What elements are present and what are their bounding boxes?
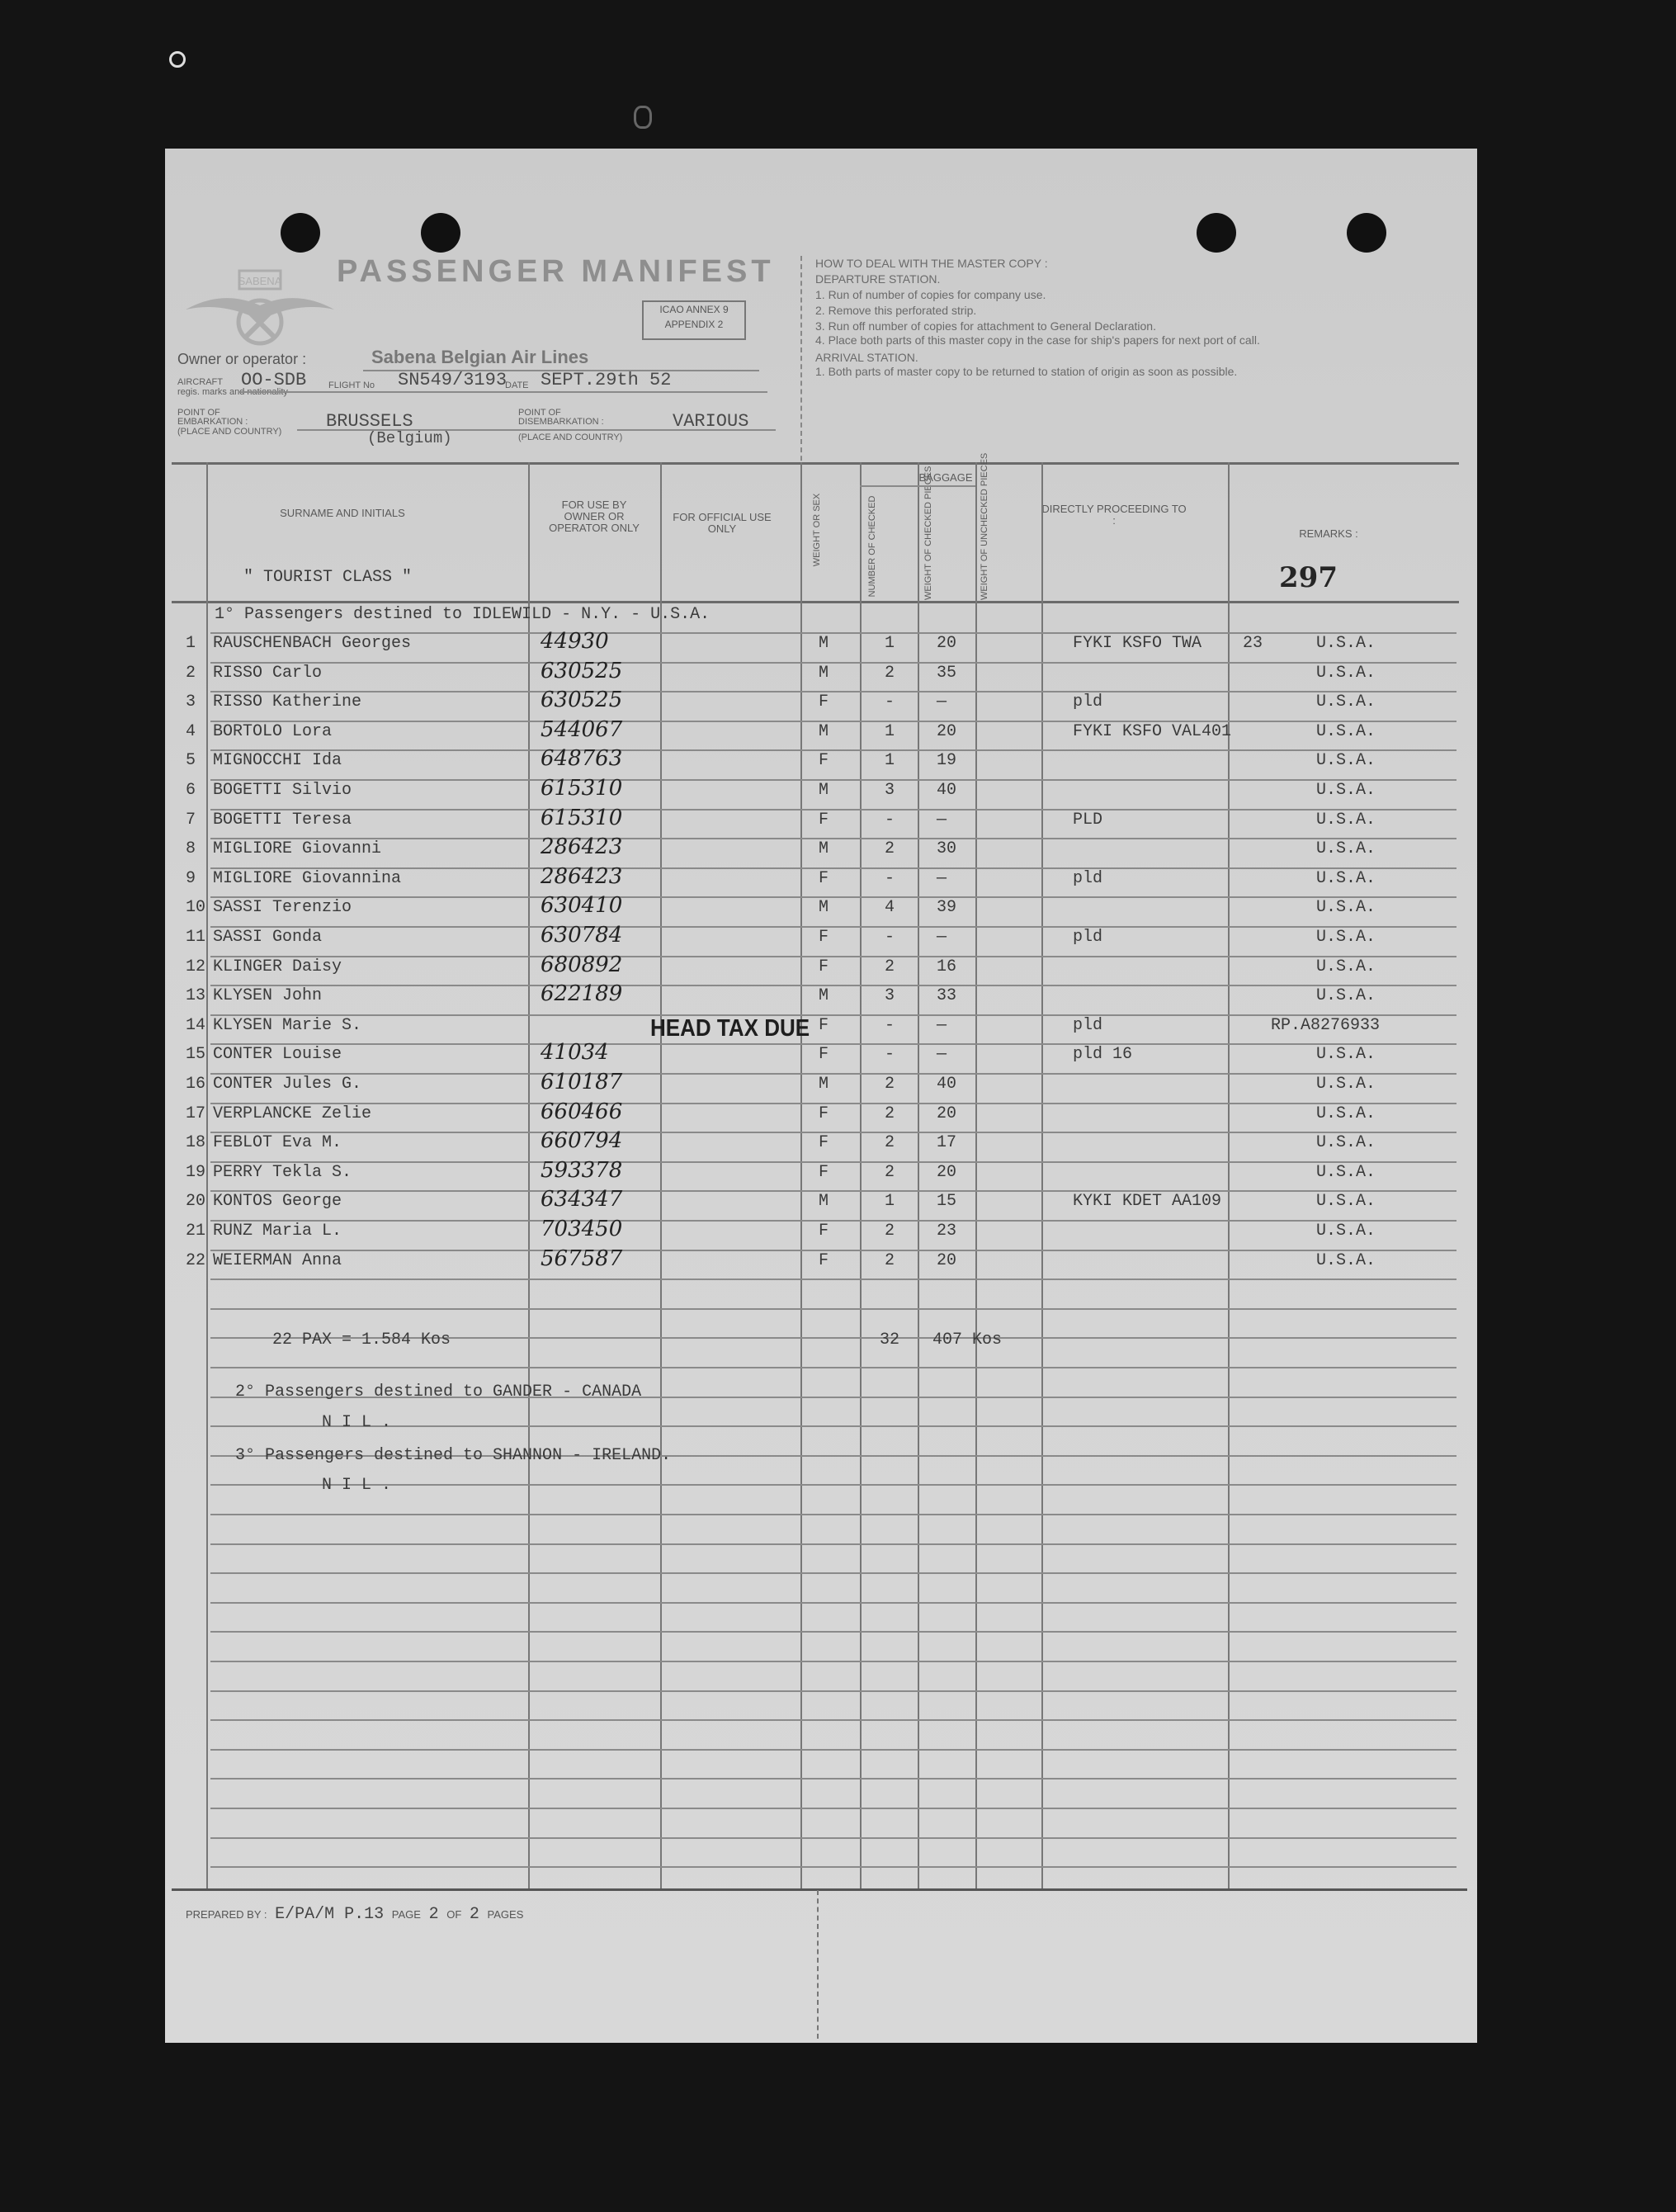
instruction-step: 1. Run of number of copies for company use. <box>815 288 1046 301</box>
destination: pld <box>1073 869 1103 888</box>
row-rule <box>210 1514 1456 1515</box>
row-number: 15 <box>186 1045 206 1064</box>
section-2-heading: 2° Passengers destined to GANDER - CANADA <box>235 1382 642 1401</box>
column-header-wt-checked: WEIGHT OF CHECKED PIECES <box>923 466 933 600</box>
punch-hole <box>421 213 460 253</box>
passenger-name: WEIERMAN Anna <box>213 1251 342 1270</box>
baggage-weight: 40 <box>937 1075 957 1094</box>
column-divider <box>1041 462 1043 1888</box>
row-number: 16 <box>186 1075 206 1094</box>
section-3-heading: 3° Passengers destined to SHANNON - IRELAND. <box>235 1446 672 1465</box>
remark: U.S.A. <box>1316 692 1376 711</box>
row-number: 7 <box>186 811 196 830</box>
head-tax-stamp: HEAD TAX DUE <box>650 1014 810 1042</box>
instruction-step: 3. Run off number of copies for attachment to General Declaration. <box>815 319 1156 333</box>
disembark-sub-label: (PLACE AND COUNTRY) <box>518 432 623 442</box>
row-rule <box>210 1190 1456 1192</box>
row-rule <box>210 1220 1456 1222</box>
passenger-name: PERRY Tekla S. <box>213 1163 352 1182</box>
of-label: OF <box>446 1908 462 1921</box>
remark: U.S.A. <box>1316 634 1376 653</box>
row-rule <box>210 691 1456 692</box>
column-header-baggage: BAGGAGE <box>918 471 973 484</box>
passenger-sex: M <box>819 839 829 858</box>
page-label: PAGE <box>391 1908 421 1921</box>
owner-value: Sabena Belgian Air Lines <box>371 347 589 367</box>
remark: U.S.A. <box>1316 928 1376 947</box>
baggage-weight: 19 <box>937 751 957 770</box>
baggage-weight: — <box>937 811 947 830</box>
row-rule <box>210 749 1456 751</box>
baggage-weight: 23 <box>937 1222 957 1241</box>
passenger-sex: F <box>819 1045 829 1064</box>
baggage-weight: 17 <box>937 1133 957 1152</box>
row-number: 2 <box>186 664 196 683</box>
row-rule <box>210 1631 1456 1633</box>
aircraft-underline <box>239 391 767 393</box>
sabena-logo-icon <box>182 264 338 355</box>
totals-weight: 407 Kos <box>932 1331 1003 1349</box>
passenger-name: RISSO Katherine <box>213 692 362 711</box>
passenger-name: KONTOS George <box>213 1192 342 1211</box>
baggage-weight: — <box>937 928 947 947</box>
baggage-pieces: 2 <box>885 957 895 976</box>
passenger-sex: F <box>819 928 829 947</box>
row-number: 18 <box>186 1133 206 1152</box>
remark: U.S.A. <box>1316 664 1376 683</box>
destination: pld <box>1073 1016 1103 1035</box>
passenger-sex: M <box>819 1075 829 1094</box>
passenger-name: RAUSCHENBACH Georges <box>213 634 412 653</box>
passenger-name: KLYSEN John <box>213 986 323 1005</box>
passenger-name: RISSO Carlo <box>213 664 323 683</box>
extra-note: 23 <box>1243 634 1263 653</box>
arrival-station-heading: ARRIVAL STATION. <box>815 351 918 364</box>
ticket-number: 703450 <box>541 1217 623 1241</box>
column-header-directly-proceeding: DIRECTLY PROCEEDING TO : <box>1041 503 1187 527</box>
passenger-name: SASSI Terenzio <box>213 898 352 917</box>
row-rule <box>210 1103 1456 1104</box>
baggage-pieces: 2 <box>885 839 895 858</box>
row-number: 11 <box>186 928 206 947</box>
ticket-number: 648763 <box>541 746 623 771</box>
footer-perforation <box>817 1890 819 2039</box>
ticket-number: 622189 <box>541 981 623 1006</box>
baggage-weight: — <box>937 1045 947 1064</box>
baggage-pieces: - <box>885 811 895 830</box>
passenger-sex: F <box>819 1133 829 1152</box>
row-rule <box>210 1778 1456 1780</box>
baggage-weight: — <box>937 869 947 888</box>
passenger-name: BOGETTI Silvio <box>213 781 352 800</box>
baggage-pieces: 1 <box>885 722 895 741</box>
row-rule <box>210 1749 1456 1751</box>
aircraft-value: OO-SDB <box>241 370 307 390</box>
master-copy-instructions <box>815 256 1459 378</box>
column-header-num-checked: NUMBER OF CHECKED <box>867 495 877 598</box>
remark: U.S.A. <box>1316 1075 1376 1094</box>
ticket-number: 630525 <box>541 688 623 712</box>
row-rule <box>210 1014 1456 1016</box>
destination: pld 16 <box>1073 1045 1133 1064</box>
remark: U.S.A. <box>1316 898 1376 917</box>
baggage-pieces: 3 <box>885 781 895 800</box>
column-header-owner-use: FOR USE BY OWNER OR OPERATOR ONLY <box>549 499 640 534</box>
ticket-number: 660466 <box>541 1099 623 1124</box>
baggage-weight: 20 <box>937 1251 957 1270</box>
baggage-pieces: 2 <box>885 664 895 683</box>
passenger-sex: F <box>819 1104 829 1123</box>
instruction-step: 2. Remove this perforated strip. <box>815 304 977 317</box>
ticket-number: 634347 <box>541 1187 623 1212</box>
row-number: 8 <box>186 839 196 858</box>
totals-pieces: 32 <box>880 1331 900 1349</box>
row-rule <box>210 1161 1456 1163</box>
baggage-weight: — <box>937 1016 947 1035</box>
icao-appendix: APPENDIX 2 <box>664 319 724 330</box>
passenger-name: RUNZ Maria L. <box>213 1222 342 1241</box>
passenger-name: CONTER Jules G. <box>213 1075 362 1094</box>
baggage-pieces: 1 <box>885 1192 895 1211</box>
owner-label: Owner or operator : <box>177 351 307 367</box>
baggage-pieces: 2 <box>885 1075 895 1094</box>
baggage-pieces: - <box>885 1045 895 1064</box>
passenger-name: MIGLIORE Giovanni <box>213 839 382 858</box>
embark-underline <box>297 429 776 431</box>
column-divider <box>206 462 208 1888</box>
passenger-name: CONTER Louise <box>213 1045 342 1064</box>
passenger-sex: M <box>819 898 829 917</box>
table-header-border <box>172 601 1459 603</box>
row-rule <box>210 779 1456 781</box>
row-rule <box>210 1866 1456 1868</box>
row-rule <box>210 956 1456 957</box>
passenger-sex: M <box>819 781 829 800</box>
baggage-pieces: 2 <box>885 1251 895 1270</box>
row-rule <box>210 1132 1456 1133</box>
of-value: 2 <box>469 1905 479 1924</box>
passenger-sex: F <box>819 751 829 770</box>
baggage-weight: 20 <box>937 634 957 653</box>
row-rule <box>210 1602 1456 1604</box>
baggage-pieces: 2 <box>885 1133 895 1152</box>
baggage-weight: 35 <box>937 664 957 683</box>
row-number: 21 <box>186 1222 206 1241</box>
passenger-name: FEBLOT Eva M. <box>213 1133 342 1152</box>
column-divider <box>860 462 862 1888</box>
section-3-nil: N I L . <box>322 1476 392 1495</box>
flight-value: SN549/3193 <box>398 370 508 390</box>
row-rule <box>210 985 1456 986</box>
passenger-name: BORTOLO Lora <box>213 722 333 741</box>
passenger-sex: F <box>819 811 829 830</box>
punch-hole <box>281 213 320 253</box>
passenger-sex: F <box>819 692 829 711</box>
baggage-pieces: 1 <box>885 634 895 653</box>
destination: KYKI KDET AA109 <box>1073 1192 1222 1211</box>
baggage-pieces: - <box>885 692 895 711</box>
passenger-sex: F <box>819 1222 829 1241</box>
date-label: DATE <box>505 380 529 390</box>
column-divider <box>800 462 802 1888</box>
passenger-sex: M <box>819 664 829 683</box>
column-header-weight-sex: WEIGHT OR SEX <box>812 493 822 567</box>
page-value: 2 <box>428 1905 439 1924</box>
disembark-value: VARIOUS <box>673 411 749 432</box>
row-rule <box>210 1837 1456 1839</box>
baggage-weight: 20 <box>937 1104 957 1123</box>
baggage-weight: 40 <box>937 781 957 800</box>
baggage-weight: 16 <box>937 957 957 976</box>
remark: U.S.A. <box>1316 957 1376 976</box>
row-rule <box>210 1484 1456 1486</box>
embark-country: (Belgium) <box>367 429 452 447</box>
embark-sub-label: (PLACE AND COUNTRY) <box>177 427 282 437</box>
passenger-sex: F <box>819 1016 829 1035</box>
ticket-number: 615310 <box>541 806 623 830</box>
embark-value: BRUSSELS <box>326 411 413 432</box>
manifest-sheet <box>165 149 1477 2043</box>
row-rule <box>210 1690 1456 1692</box>
ticket-number: 680892 <box>541 952 623 977</box>
row-rule <box>210 662 1456 664</box>
passenger-sex: F <box>819 869 829 888</box>
row-rule <box>210 1543 1456 1545</box>
ticket-number: 286423 <box>541 834 623 859</box>
remark: U.S.A. <box>1316 781 1376 800</box>
destination: PLD <box>1073 811 1103 830</box>
baggage-weight: 39 <box>937 898 957 917</box>
remark: U.S.A. <box>1316 811 1376 830</box>
row-number: 5 <box>186 751 196 770</box>
baggage-weight: 20 <box>937 1163 957 1182</box>
passenger-name: BOGETTI Teresa <box>213 811 352 830</box>
column-divider <box>528 462 530 1888</box>
column-header-remarks: REMARKS : <box>1299 527 1358 540</box>
row-number: 17 <box>186 1104 206 1123</box>
baggage-pieces: - <box>885 1016 895 1035</box>
destination: pld <box>1073 692 1103 711</box>
baggage-weight: 20 <box>937 722 957 741</box>
destination: FYKI KSFO VAL401 <box>1073 722 1232 741</box>
ticket-number: 615310 <box>541 776 623 801</box>
baggage-pieces: 2 <box>885 1222 895 1241</box>
ticket-number: 630410 <box>541 893 623 918</box>
row-number: 12 <box>186 957 206 976</box>
baggage-header-divider <box>860 485 975 487</box>
column-header-wt-unchecked: WEIGHT OF UNCHECKED PIECES <box>980 452 989 600</box>
remark: U.S.A. <box>1316 839 1376 858</box>
remark: U.S.A. <box>1316 1251 1376 1270</box>
remark: U.S.A. <box>1316 751 1376 770</box>
row-rule <box>210 1661 1456 1662</box>
row-rule <box>210 809 1456 811</box>
row-rule <box>210 1367 1456 1368</box>
baggage-pieces: 1 <box>885 751 895 770</box>
row-number: 3 <box>186 692 196 711</box>
passenger-name: SASSI Gonda <box>213 928 323 947</box>
ticket-number: 567587 <box>541 1246 623 1271</box>
ticket-number: 630525 <box>541 659 623 683</box>
remark: U.S.A. <box>1316 869 1376 888</box>
aircraft-label: AIRCRAFT <box>177 377 223 387</box>
section-2-nil: N I L . <box>322 1413 392 1432</box>
embark-label: POINT OF EMBARKATION : <box>177 408 248 427</box>
remark: U.S.A. <box>1316 1163 1376 1182</box>
passenger-name: KLYSEN Marie S. <box>213 1016 362 1035</box>
row-rule <box>210 1808 1456 1809</box>
ticket-number: 630784 <box>541 923 623 948</box>
ticket-number: 544067 <box>541 717 623 742</box>
baggage-pieces: 2 <box>885 1104 895 1123</box>
punch-hole <box>1347 213 1386 253</box>
passenger-sex: M <box>819 634 829 653</box>
manifest-title: PASSENGER MANIFEST <box>337 254 775 289</box>
table-top-border <box>172 462 1459 465</box>
passenger-sex: M <box>819 986 829 1005</box>
passenger-name: VERPLANCKE Zelie <box>213 1104 372 1123</box>
remarks-number: 297 <box>1279 561 1338 594</box>
baggage-weight: 15 <box>937 1192 957 1211</box>
baggage-pieces: - <box>885 928 895 947</box>
ticket-number: 286423 <box>541 864 623 889</box>
disembark-label: POINT OF DISEMBARKATION : <box>518 408 604 427</box>
row-number: 9 <box>186 869 196 888</box>
row-rule <box>210 1073 1456 1075</box>
remark: U.S.A. <box>1316 1192 1376 1211</box>
remark: U.S.A. <box>1316 1222 1376 1241</box>
film-top-mark <box>634 106 652 129</box>
table-bottom-border <box>172 1888 1467 1891</box>
row-number: 14 <box>186 1016 206 1035</box>
passenger-sex: F <box>819 1251 829 1270</box>
departure-station-heading: DEPARTURE STATION. <box>815 272 941 286</box>
passenger-name: KLINGER Daisy <box>213 957 342 976</box>
prepared-by-label: PREPARED BY : <box>186 1908 267 1921</box>
destination: FYKI KSFO TWA <box>1073 634 1202 653</box>
column-divider <box>918 462 919 1888</box>
row-rule <box>210 1719 1456 1721</box>
row-number: 22 <box>186 1251 206 1270</box>
row-number: 10 <box>186 898 206 917</box>
prepared-by-value: E/PA/M P.13 <box>275 1905 385 1924</box>
totals-pax: 22 PAX = 1.584 Kos <box>272 1331 451 1349</box>
row-rule <box>210 1043 1456 1045</box>
footer <box>186 1905 523 1924</box>
remark: U.S.A. <box>1316 1133 1376 1152</box>
row-rule <box>210 1308 1456 1310</box>
row-number: 13 <box>186 986 206 1005</box>
logo-text: SABENA <box>238 275 282 287</box>
passenger-sex: F <box>819 957 829 976</box>
row-rule <box>210 1425 1456 1427</box>
passenger-sex: M <box>819 1192 829 1211</box>
baggage-pieces: 4 <box>885 898 895 917</box>
row-number: 20 <box>186 1192 206 1211</box>
baggage-weight: 30 <box>937 839 957 858</box>
remark: U.S.A. <box>1316 1104 1376 1123</box>
row-number: 1 <box>186 634 196 653</box>
column-divider <box>1228 462 1230 1888</box>
ticket-number: 610187 <box>541 1070 623 1094</box>
passenger-name: MIGLIORE Giovannina <box>213 869 402 888</box>
ticket-number: 44930 <box>541 629 609 654</box>
row-rule <box>210 838 1456 839</box>
icao-annex: ICAO ANNEX 9 <box>659 304 729 315</box>
instruction-step: 4. Place both parts of this master copy in the case for ship's papers for next port of call. <box>815 333 1260 347</box>
aircraft-sub-label: regis. marks and nationality <box>177 387 288 397</box>
baggage-weight: — <box>937 692 947 711</box>
pages-label: PAGES <box>487 1908 524 1921</box>
column-header-official: FOR OFFICIAL USE ONLY <box>673 511 772 535</box>
passenger-name: MIGNOCCHI Ida <box>213 751 342 770</box>
flight-label: FLIGHT No <box>328 380 375 390</box>
row-number: 4 <box>186 722 196 741</box>
baggage-pieces: 3 <box>885 986 895 1005</box>
row-rule <box>210 896 1456 898</box>
section-1-heading: 1° Passengers destined to IDLEWILD - N.Y. - U.S.A. <box>215 605 711 624</box>
film-corner-dot <box>169 51 186 68</box>
row-rule <box>210 721 1456 722</box>
punch-hole <box>1197 213 1236 253</box>
remark: U.S.A. <box>1316 986 1376 1005</box>
column-divider <box>660 462 662 1888</box>
passenger-sex: M <box>819 722 829 741</box>
date-value: SEPT.29th 52 <box>541 370 672 390</box>
baggage-pieces: - <box>885 869 895 888</box>
baggage-pieces: 2 <box>885 1163 895 1182</box>
column-divider <box>975 462 977 1888</box>
row-rule <box>210 1279 1456 1280</box>
tourist-class-label: " TOURIST CLASS " <box>243 568 413 587</box>
destination: pld <box>1073 928 1103 947</box>
ticket-number: 660794 <box>541 1128 623 1153</box>
instruction-step: 1. Both parts of master copy to be returned to station of origin as soon as possible. <box>815 365 1238 378</box>
column-header-surname: SURNAME AND INITIALS <box>280 507 405 519</box>
remark: U.S.A. <box>1316 1045 1376 1064</box>
row-rule <box>210 1250 1456 1251</box>
baggage-weight: 33 <box>937 986 957 1005</box>
row-number: 19 <box>186 1163 206 1182</box>
ticket-number: 41034 <box>541 1040 609 1065</box>
row-rule <box>210 1572 1456 1574</box>
row-rule <box>210 926 1456 928</box>
instructions-heading: HOW TO DEAL WITH THE MASTER COPY : <box>815 257 1048 270</box>
row-number: 6 <box>186 781 196 800</box>
passenger-sex: F <box>819 1163 829 1182</box>
remark: U.S.A. <box>1316 722 1376 741</box>
ticket-number: 593378 <box>541 1158 623 1183</box>
remark: RP.A8276933 <box>1271 1016 1381 1035</box>
icao-box <box>642 300 746 340</box>
